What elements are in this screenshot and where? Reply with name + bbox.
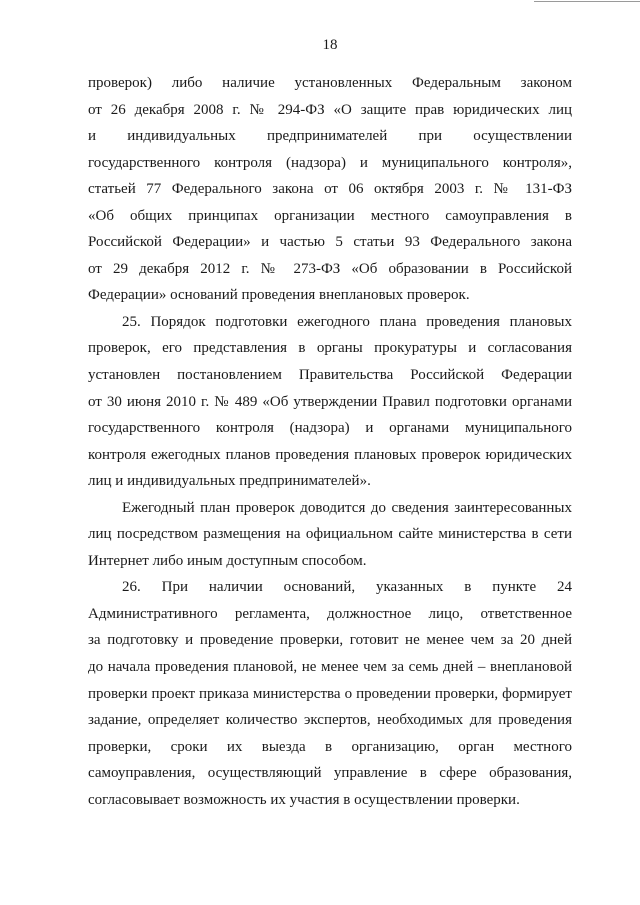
text-line: от 26 декабря 2008 г. № 294-ФЗ «О защите прав юридических лиц <box>88 101 572 118</box>
text-line: проверок) либо наличие установленных Федеральным законом <box>88 75 572 91</box>
text-line: Российской Федерации» и частью 5 статьи 93 Федерального закона <box>88 234 572 251</box>
text-line: статьей 77 Федерального закона от 06 октября 2003 г. № 131-ФЗ <box>88 181 572 198</box>
text-line: 26. При наличии оснований, указанных в пункте 24 <box>122 579 572 596</box>
text-line: Федерации» оснований проведения внеплановых проверок. <box>88 287 470 304</box>
text-line: задание, определяет количество экспертов, необходимых для проведения <box>88 712 572 729</box>
paragraph-continuation <box>88 70 572 309</box>
text-line: установлен постановлением Правительства Российской Федерации <box>88 367 572 384</box>
text-line: проверки проект приказа министерства о проведении проверки, формирует <box>88 685 572 702</box>
text-line: согласовывает возможность их участия в осуществлении проверки. <box>88 791 520 808</box>
text-line: и индивидуальных предпринимателей при осуществлении <box>88 128 572 145</box>
text-line: Интернет либо иным доступным способом. <box>88 552 367 569</box>
text-line: от 29 декабря 2012 г. № 273-ФЗ «Об образовании в Российской <box>88 260 572 277</box>
text-line: лиц и индивидуальных предпринимателей». <box>88 473 371 490</box>
page-number: 18 <box>322 37 338 53</box>
paragraph-item-26 <box>88 574 572 813</box>
paragraph-annual-plan <box>88 495 572 575</box>
text-line: государственного контроля (надзора) и органами муниципального <box>88 420 572 437</box>
text-line: до начала проведения плановой, не менее чем за семь дней – внеплановой <box>88 659 572 676</box>
text-line: от 30 июня 2010 г. № 489 «Об утверждении Правил подготовки органами <box>88 393 572 410</box>
text-line: Ежегодный план проверок доводится до сведения заинтересованных <box>122 499 572 516</box>
text-line: проверки, сроки их выезда в организацию, орган местного <box>88 738 572 755</box>
text-line: «Об общих принципах организации местного самоуправления в <box>88 207 572 224</box>
text-line: проверок, его представления в органы прокуратуры и согласования <box>88 340 572 357</box>
text-line: самоуправления, осуществляющий управление в сфере образования, <box>88 765 572 782</box>
text-line: государственного контроля (надзора) и муниципального контроля», <box>88 154 572 171</box>
text-line: Административного регламента, должностное лицо, ответственное <box>88 605 572 622</box>
text-line: лиц посредством размещения на официальном сайте министерства в сети <box>88 526 572 543</box>
scan-edge-line <box>534 1 640 2</box>
text-line: за подготовку и проведение проверки, готовит не менее чем за 20 дней <box>88 632 572 649</box>
document-body <box>88 70 572 813</box>
text-line: 25. Порядок подготовки ежегодного плана проведения плановых <box>122 313 572 330</box>
text-line: контроля ежегодных планов проведения плановых проверок юридических <box>88 446 572 463</box>
paragraph-item-25 <box>88 309 572 495</box>
